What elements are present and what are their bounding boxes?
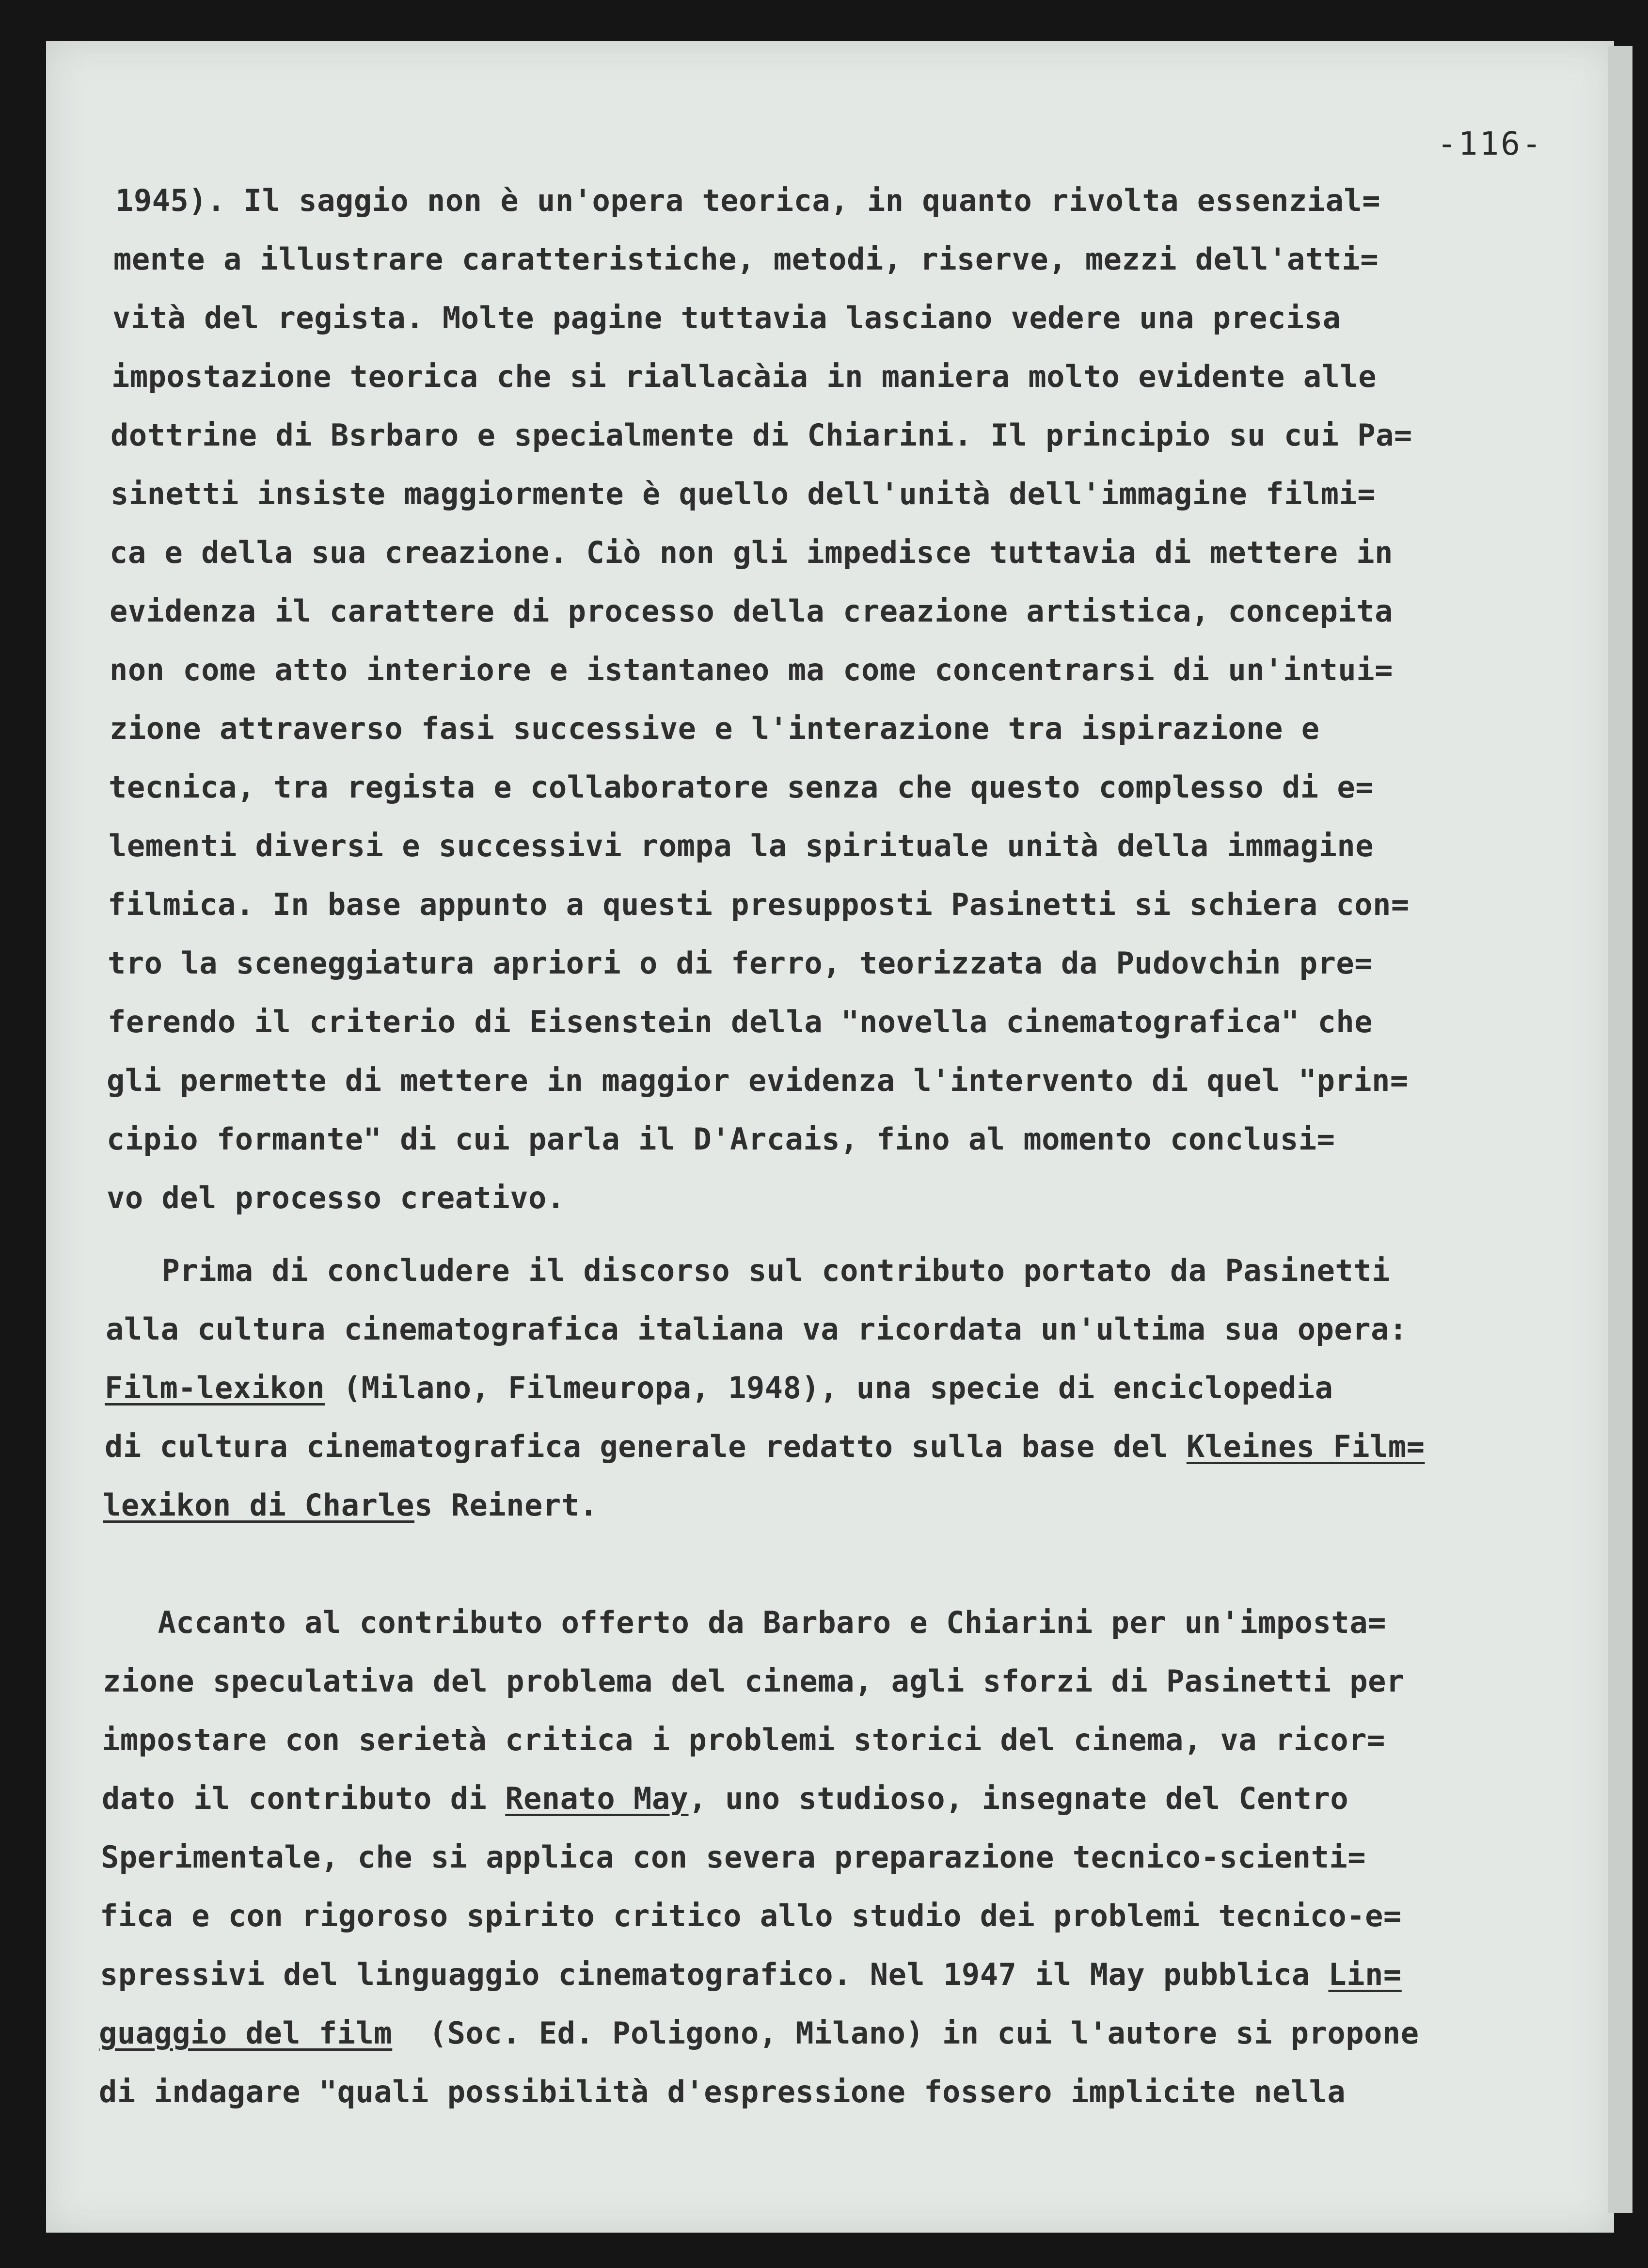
text-line: ca e della sua creazione. Ciò non gli impedisce tuttavia di mettere in bbox=[110, 535, 1393, 570]
text-line bbox=[105, 1429, 1425, 1464]
author-name: Renato May bbox=[505, 1781, 689, 1816]
text-line: 1945). Il saggio non è un'opera teorica, in quanto rivolta essenzial= bbox=[115, 183, 1381, 218]
text-line: evidenza il carattere di processo della creazione artistica, concepita bbox=[110, 593, 1393, 629]
book-title: guaggio del film bbox=[99, 2015, 393, 2051]
text-line bbox=[105, 1370, 1333, 1406]
text-span: (Milano, Filmeuropa, 1948), una specie di enciclopedia bbox=[324, 1370, 1333, 1406]
text-line: Prima di concludere il discorso sul contributo portato da Pasinetti bbox=[107, 1253, 1390, 1288]
text-line: zione attraverso fasi successive e l'interazione tra ispirazione e bbox=[110, 711, 1320, 746]
text-line: zione speculativa del problema del cinema, agli sforzi di Pasinetti per bbox=[103, 1663, 1405, 1699]
text-span: , uno studioso, insegnate del Centro bbox=[688, 1781, 1349, 1816]
text-span: s Reinert. bbox=[414, 1487, 598, 1523]
text-span: dato il contributo di bbox=[102, 1781, 506, 1816]
text-line bbox=[99, 2015, 1419, 2051]
text-line bbox=[100, 1957, 1402, 1992]
text-line: mente a illustrare caratteristiche, metodi, riserve, mezzi dell'atti= bbox=[113, 241, 1379, 277]
text-line: Sperimentale, che si applica con severa preparazione tecnico-scienti= bbox=[101, 1839, 1366, 1875]
text-line: filmica. In base appunto a questi presupposti Pasinetti si schiera con= bbox=[108, 887, 1410, 922]
text-line: dottrine di Bsrbaro e specialmente di Chiarini. Il principio su cui Pa= bbox=[111, 417, 1412, 453]
text-line: impostazione teorica che si riallacàia in maniera molto evidente alle bbox=[111, 359, 1377, 394]
text-span: spressivi del linguaggio cinematografico. Nel 1947 il May pubblica bbox=[100, 1957, 1329, 1992]
text-line: di indagare "quali possibilità d'espressione fossero implicite nella bbox=[99, 2074, 1346, 2109]
text-line: alla cultura cinematografica italiana va ricordata un'ultima sua opera: bbox=[106, 1311, 1408, 1347]
book-title: lexikon di Charle bbox=[103, 1487, 415, 1523]
text-line bbox=[103, 1487, 598, 1523]
text-line: cipio formante" di cui parla il D'Arcais, fino al momento conclusi= bbox=[107, 1121, 1335, 1157]
text-line: fica e con rigoroso spirito critico allo studio dei problemi tecnico-e= bbox=[100, 1898, 1402, 1933]
text-line: non come atto interiore e istantaneo ma come concentrarsi di un'intui= bbox=[110, 652, 1393, 687]
text-span: di cultura cinematografica generale redatto sulla base del bbox=[105, 1429, 1187, 1464]
text-line: lementi diversi e successivi rompa la spirituale unità della immagine bbox=[109, 828, 1374, 863]
book-title: Film-lexikon bbox=[105, 1370, 325, 1406]
book-title: Kleines Film= bbox=[1186, 1429, 1425, 1464]
text-line: Accanto al contributo offerto da Barbaro e Chiarini per un'imposta= bbox=[103, 1605, 1386, 1640]
text-span: (Soc. Ed. Poligono, Milano) in cui l'autore si propone bbox=[392, 2015, 1419, 2051]
text-line: sinetti insiste maggiormente è quello dell'unità dell'immagine filmi= bbox=[111, 476, 1376, 511]
text-line: ferendo il criterio di Eisenstein della "novella cinematografica" che bbox=[108, 1004, 1373, 1039]
sheet-edge bbox=[1608, 46, 1632, 2213]
text-line: vità del regista. Molte pagine tuttavia lasciano vedere una precisa bbox=[112, 300, 1341, 335]
book-title: Lin= bbox=[1328, 1957, 1402, 1992]
text-line: tecnica, tra regista e collaboratore senza che questo complesso di e= bbox=[109, 769, 1374, 805]
text-line: tro la sceneggiatura apriori o di ferro, teorizzata da Pudovchin pre= bbox=[108, 945, 1373, 981]
text-line: gli permette di mettere in maggior evidenza l'intervento di quel "prin= bbox=[107, 1063, 1409, 1098]
text-line: vo del processo creativo. bbox=[107, 1180, 565, 1215]
page-number: -116- bbox=[1437, 125, 1543, 162]
text-line bbox=[102, 1781, 1349, 1816]
text-line: impostare con serietà critica i problemi storici del cinema, va ricor= bbox=[102, 1722, 1385, 1757]
